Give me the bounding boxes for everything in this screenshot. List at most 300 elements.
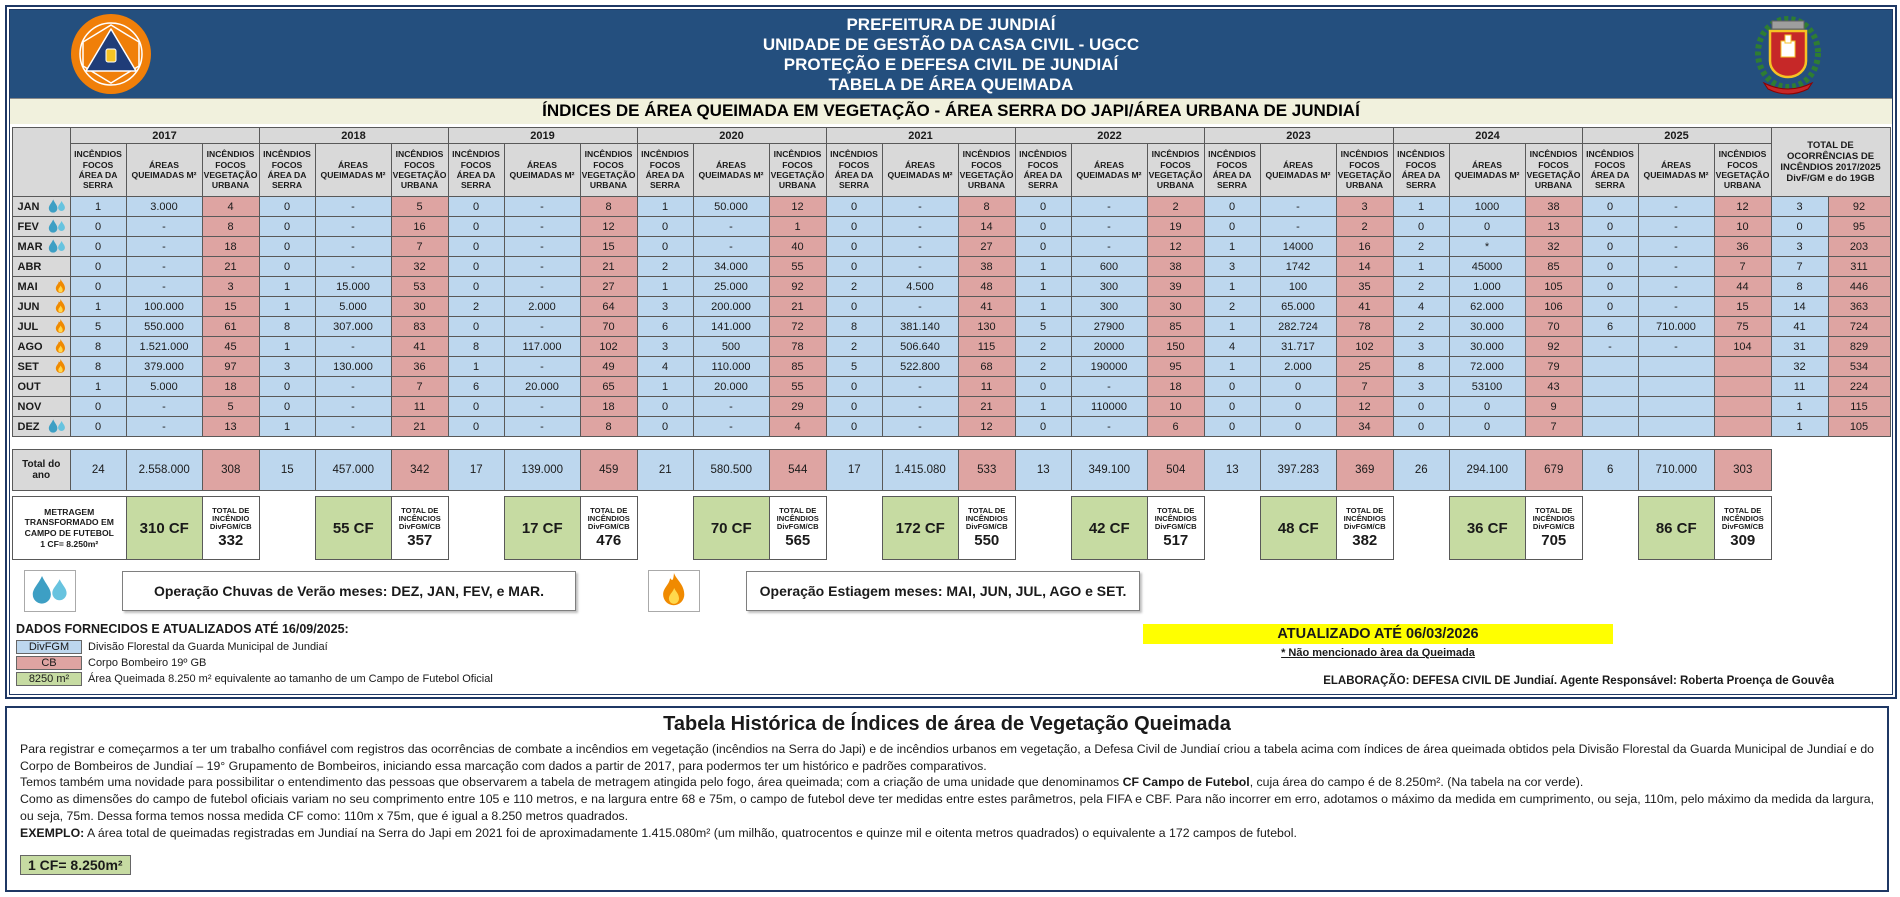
col-header-2022-0: INCÊNDIOS FOCOS ÁREA DA SERRA xyxy=(1015,144,1071,197)
cell-2022-DEZ-urbana: 6 xyxy=(1147,417,1204,437)
cell-2019-FEV-urbana: 12 xyxy=(580,217,637,237)
cell-2023-ABR-urbana: 14 xyxy=(1336,257,1393,277)
month-row-MAR xyxy=(12,237,1890,257)
cell-2019-JUN-urbana: 64 xyxy=(580,297,637,317)
cell-2020-OUT-areas: 20.000 xyxy=(693,377,769,397)
month-row-ABR xyxy=(12,257,1890,277)
cell-2019-DEZ-areas: - xyxy=(504,417,580,437)
cell-2018-JUL-urbana: 83 xyxy=(391,317,448,337)
col-header-2021-2: INCÊNDIOS FOCOS VEGETAÇÃO URBANA xyxy=(958,144,1015,197)
cell-2024-ABR-serra: 1 xyxy=(1393,257,1449,277)
cell-2017-SET-areas: 379.000 xyxy=(126,357,202,377)
month-label-JUL: JUL xyxy=(12,317,70,337)
cell-2020-JAN-areas: 50.000 xyxy=(693,197,769,217)
cell-2019-MAI-urbana: 27 xyxy=(580,277,637,297)
month-label-AGO: AGO xyxy=(12,337,70,357)
divfgm-chip: DivFGM xyxy=(16,640,82,654)
cell-2021-ABR-areas: - xyxy=(882,257,958,277)
cf-value-2017: 310 CF xyxy=(126,497,202,560)
cell-2020-AGO-serra: 3 xyxy=(637,337,693,357)
cell-2021-JUN-urbana: 41 xyxy=(958,297,1015,317)
cell-2025-JUN-areas: - xyxy=(1638,297,1714,317)
cf-value-2025: 86 CF xyxy=(1638,497,1714,560)
area-text: Área Queimada 8.250 m² equivalente ao tamanho de um Campo de Futebol Oficial xyxy=(88,673,493,685)
cell-2018-NOV-urbana: 11 xyxy=(391,397,448,417)
cell-2021-JUN-areas: - xyxy=(882,297,958,317)
cell-2020-JUL-serra: 6 xyxy=(637,317,693,337)
total-serra-NOV: 1 xyxy=(1771,397,1828,417)
operation-rain xyxy=(24,570,576,612)
cell-2023-FEV-areas: - xyxy=(1260,217,1336,237)
cell-2018-FEV-areas: - xyxy=(315,217,391,237)
year-header-row xyxy=(12,128,1890,144)
cell-2021-SET-areas: 522.800 xyxy=(882,357,958,377)
cell-2023-JUL-serra: 1 xyxy=(1204,317,1260,337)
yeartotal-2019-urbana: 459 xyxy=(580,450,637,491)
water-drops-icon xyxy=(47,419,67,434)
water-drops-icon xyxy=(24,570,76,612)
col-header-2023-2: INCÊNDIOS FOCOS VEGETAÇÃO URBANA xyxy=(1336,144,1393,197)
cell-2023-NOV-areas: 0 xyxy=(1260,397,1336,417)
cell-2018-OUT-areas: - xyxy=(315,377,391,397)
cell-2018-JAN-areas: - xyxy=(315,197,391,217)
cell-2018-ABR-areas: - xyxy=(315,257,391,277)
legend-8250 xyxy=(16,672,876,686)
month-row-JUL xyxy=(12,317,1890,337)
cell-2021-MAR-areas: - xyxy=(882,237,958,257)
cell-2025-DEZ-areas xyxy=(1638,417,1714,437)
cell-2023-OUT-serra: 0 xyxy=(1204,377,1260,397)
col-header-2025-2: INCÊNDIOS FOCOS VEGETAÇÃO URBANA xyxy=(1714,144,1771,197)
cell-2021-OUT-serra: 0 xyxy=(826,377,882,397)
legend-divfgm xyxy=(16,640,876,654)
cell-2018-MAR-areas: - xyxy=(315,237,391,257)
cell-2019-JAN-areas: - xyxy=(504,197,580,217)
month-row-FEV xyxy=(12,217,1890,237)
corner-cell xyxy=(12,128,70,197)
cell-2022-SET-serra: 2 xyxy=(1015,357,1071,377)
yeartotal-2017-serra: 24 xyxy=(70,450,126,491)
cell-2017-OUT-areas: 5.000 xyxy=(126,377,202,397)
month-label-NOV: NOV xyxy=(12,397,70,417)
title-line-2: UNIDADE DE GESTÃO DA CASA CIVIL - UGCC xyxy=(762,35,1140,54)
col-header-2021-0: INCÊNDIOS FOCOS ÁREA DA SERRA xyxy=(826,144,882,197)
cell-2022-NOV-urbana: 10 xyxy=(1147,397,1204,417)
title-line-3: PROTEÇÃO E DEFESA CIVIL DE JUNDIAÍ xyxy=(783,55,1119,74)
cf-value-2024: 36 CF xyxy=(1449,497,1525,560)
cell-2025-NOV-serra xyxy=(1582,397,1638,417)
cell-2018-OUT-urbana: 7 xyxy=(391,377,448,397)
cell-2019-ABR-urbana: 21 xyxy=(580,257,637,277)
cell-2018-FEV-urbana: 16 xyxy=(391,217,448,237)
yeartotal-2023-areas: 397.283 xyxy=(1260,450,1336,491)
history-paragraphs xyxy=(20,741,1874,841)
cell-2021-JUN-serra: 0 xyxy=(826,297,882,317)
cell-2017-NOV-areas: - xyxy=(126,397,202,417)
yeartotal-2022-areas: 349.100 xyxy=(1071,450,1147,491)
cell-2024-FEV-areas: 0 xyxy=(1449,217,1525,237)
total-serra-MAR: 3 xyxy=(1771,237,1828,257)
cell-2017-MAI-urbana: 3 xyxy=(202,277,259,297)
cell-2020-JUN-urbana: 21 xyxy=(769,297,826,317)
water-drops-icon xyxy=(47,239,67,254)
cell-2018-DEZ-serra: 1 xyxy=(259,417,315,437)
cell-2024-JUL-serra: 2 xyxy=(1393,317,1449,337)
cf-value-2020: 70 CF xyxy=(693,497,769,560)
cell-2025-OUT-urbana xyxy=(1714,377,1771,397)
cell-2024-MAR-areas: * xyxy=(1449,237,1525,257)
month-label-OUT: OUT xyxy=(12,377,70,397)
cell-2017-DEZ-serra: 0 xyxy=(70,417,126,437)
cell-2022-MAI-serra: 1 xyxy=(1015,277,1071,297)
cell-2025-ABR-urbana: 7 xyxy=(1714,257,1771,277)
month-label-DEZ: DEZ xyxy=(12,417,70,437)
cell-2023-AGO-serra: 4 xyxy=(1204,337,1260,357)
cell-2020-NOV-areas: - xyxy=(693,397,769,417)
total-urbana-OUT: 224 xyxy=(1828,377,1890,397)
cell-2022-MAR-areas: - xyxy=(1071,237,1147,257)
history-section xyxy=(5,706,1889,892)
cell-2019-MAI-areas: - xyxy=(504,277,580,297)
cell-2022-JAN-serra: 0 xyxy=(1015,197,1071,217)
month-row-NOV xyxy=(12,397,1890,417)
cell-2020-ABR-urbana: 55 xyxy=(769,257,826,277)
cell-2024-MAI-areas: 1.000 xyxy=(1449,277,1525,297)
total-serra-AGO: 31 xyxy=(1771,337,1828,357)
cell-2023-OUT-areas: 0 xyxy=(1260,377,1336,397)
cell-2019-MAR-serra: 0 xyxy=(448,237,504,257)
cell-2018-FEV-serra: 0 xyxy=(259,217,315,237)
cell-2018-MAI-urbana: 53 xyxy=(391,277,448,297)
cell-2017-JAN-urbana: 4 xyxy=(202,197,259,217)
cell-2019-DEZ-urbana: 8 xyxy=(580,417,637,437)
cell-2018-ABR-serra: 0 xyxy=(259,257,315,277)
cell-2017-FEV-areas: - xyxy=(126,217,202,237)
cell-2017-DEZ-urbana: 13 xyxy=(202,417,259,437)
cf-total-2023: TOTAL DE INCÊNDIOS DivFGM/CB 382 xyxy=(1336,497,1393,560)
cell-2022-SET-areas: 190000 xyxy=(1071,357,1147,377)
cell-2023-ABR-serra: 3 xyxy=(1204,257,1260,277)
cell-2024-MAR-serra: 2 xyxy=(1393,237,1449,257)
total-urbana-MAR: 203 xyxy=(1828,237,1890,257)
cell-2023-JUL-urbana: 78 xyxy=(1336,317,1393,337)
cell-2020-FEV-urbana: 1 xyxy=(769,217,826,237)
cell-2019-JUN-serra: 2 xyxy=(448,297,504,317)
cell-2022-DEZ-areas: - xyxy=(1071,417,1147,437)
cell-2017-MAR-serra: 0 xyxy=(70,237,126,257)
cf-total-2019: TOTAL DE INCÊNDIOS DivFGM/CB 476 xyxy=(580,497,637,560)
cell-2021-MAI-urbana: 48 xyxy=(958,277,1015,297)
cell-2025-MAI-serra: 0 xyxy=(1582,277,1638,297)
cell-2024-DEZ-areas: 0 xyxy=(1449,417,1525,437)
cb-chip: CB xyxy=(16,656,82,670)
yeartotal-2018-areas: 457.000 xyxy=(315,450,391,491)
year-header-2021: 2021 xyxy=(826,128,1015,144)
col-header-2023-0: INCÊNDIOS FOCOS ÁREA DA SERRA xyxy=(1204,144,1260,197)
month-label-SET: SET xyxy=(12,357,70,377)
yeartotal-2019-areas: 139.000 xyxy=(504,450,580,491)
table-subtitle: ÍNDICES DE ÁREA QUEIMADA EM VEGETAÇÃO - ÁREA SERRA DO JAPI/ÁREA URBANA DE JUNDIAÍ xyxy=(10,98,1892,124)
cell-2017-JUL-areas: 550.000 xyxy=(126,317,202,337)
cell-2022-MAI-areas: 300 xyxy=(1071,277,1147,297)
col-header-2024-1: ÁREAS QUEIMADAS M² xyxy=(1449,144,1525,197)
fire-icon xyxy=(54,319,67,335)
cf-total-2020: TOTAL DE INCÊNDIOS DivFGM/CB 565 xyxy=(769,497,826,560)
cell-2017-AGO-urbana: 45 xyxy=(202,337,259,357)
cell-2024-FEV-urbana: 13 xyxy=(1525,217,1582,237)
cell-2019-SET-serra: 1 xyxy=(448,357,504,377)
total-urbana-DEZ: 105 xyxy=(1828,417,1890,437)
cell-2017-JAN-areas: 3.000 xyxy=(126,197,202,217)
cell-2018-OUT-serra: 0 xyxy=(259,377,315,397)
cell-2024-MAI-serra: 2 xyxy=(1393,277,1449,297)
history-title: Tabela Histórica de Índices de área de Vegetação Queimada xyxy=(663,713,1231,735)
cell-2025-JAN-areas: - xyxy=(1638,197,1714,217)
cell-2023-JUN-urbana: 41 xyxy=(1336,297,1393,317)
total-serra-SET: 32 xyxy=(1771,357,1828,377)
cell-2018-SET-serra: 3 xyxy=(259,357,315,377)
year-header-2024: 2024 xyxy=(1393,128,1582,144)
cell-2021-FEV-areas: - xyxy=(882,217,958,237)
cell-2024-ABR-urbana: 85 xyxy=(1525,257,1582,277)
cell-2021-NOV-areas: - xyxy=(882,397,958,417)
yeartotal-2023-serra: 13 xyxy=(1204,450,1260,491)
total-urbana-JAN: 92 xyxy=(1828,197,1890,217)
cf-total-2021: TOTAL DE INCÊNDIOS DivFGM/CB 550 xyxy=(958,497,1015,560)
cell-2023-DEZ-areas: 0 xyxy=(1260,417,1336,437)
cell-2025-JUL-urbana: 75 xyxy=(1714,317,1771,337)
report-header xyxy=(10,10,1892,98)
cell-2020-SET-areas: 110.000 xyxy=(693,357,769,377)
elaboration-note: ELABORAÇÃO: DEFESA CIVIL DE Jundiaí. Agente Responsável: Roberta Proença de Gouvêa xyxy=(1323,675,1834,687)
cell-2021-MAI-serra: 2 xyxy=(826,277,882,297)
col-header-2023-1: ÁREAS QUEIMADAS M² xyxy=(1260,144,1336,197)
cell-2019-SET-urbana: 49 xyxy=(580,357,637,377)
cell-2019-MAI-serra: 0 xyxy=(448,277,504,297)
yeartotal-2020-urbana: 544 xyxy=(769,450,826,491)
cell-2020-FEV-serra: 0 xyxy=(637,217,693,237)
cell-2017-JUN-areas: 100.000 xyxy=(126,297,202,317)
yeartotal-2025-urbana: 303 xyxy=(1714,450,1771,491)
cell-2018-MAR-urbana: 7 xyxy=(391,237,448,257)
cell-2020-SET-serra: 4 xyxy=(637,357,693,377)
cell-2022-MAR-urbana: 12 xyxy=(1147,237,1204,257)
cell-2025-OUT-areas xyxy=(1638,377,1714,397)
cell-2019-DEZ-serra: 0 xyxy=(448,417,504,437)
total-urbana-NOV: 115 xyxy=(1828,397,1890,417)
cell-2022-JAN-urbana: 2 xyxy=(1147,197,1204,217)
cell-2022-JUL-areas: 27900 xyxy=(1071,317,1147,337)
cell-2021-ABR-serra: 0 xyxy=(826,257,882,277)
total-urbana-FEV: 95 xyxy=(1828,217,1890,237)
total-urbana-JUN: 363 xyxy=(1828,297,1890,317)
cell-2021-AGO-serra: 2 xyxy=(826,337,882,357)
cell-2024-NOV-areas: 0 xyxy=(1449,397,1525,417)
cell-2022-FEV-urbana: 19 xyxy=(1147,217,1204,237)
report-frame xyxy=(5,5,1897,699)
cell-2024-MAR-urbana: 32 xyxy=(1525,237,1582,257)
history-paragraph-3: Como as dimensões do campo de futebol oficiais variam no seu comprimento entre 105 e 110 metros, e na largura entre 68 e 75m, o campo de futebol deve ter medidas entre estes parâmetros, pela FIFA e CBF. Para não incorrer em erro, adotamos o máximo da medida em cumprimento, ou seja, 110m, pelo máximo da medida da largura, ou seja, 75m. Dessa forma temos nossa medida CF como: 110m x 75m, que é igual a 8.250 metros quadrados. xyxy=(20,792,1874,823)
cell-2024-FEV-serra: 0 xyxy=(1393,217,1449,237)
col-header-2017-2: INCÊNDIOS FOCOS VEGETAÇÃO URBANA xyxy=(202,144,259,197)
col-header-2018-1: ÁREAS QUEIMADAS M² xyxy=(315,144,391,197)
month-row-SET xyxy=(12,357,1890,377)
yeartotal-2017-urbana: 308 xyxy=(202,450,259,491)
cell-2017-MAI-serra: 0 xyxy=(70,277,126,297)
cell-2023-JAN-urbana: 3 xyxy=(1336,197,1393,217)
fire-icon xyxy=(54,279,67,295)
cell-2025-OUT-serra xyxy=(1582,377,1638,397)
cell-2024-JUN-serra: 4 xyxy=(1393,297,1449,317)
cell-2024-JUN-areas: 62.000 xyxy=(1449,297,1525,317)
cell-2023-MAR-urbana: 16 xyxy=(1336,237,1393,257)
cell-2022-JUL-urbana: 85 xyxy=(1147,317,1204,337)
cell-2023-AGO-urbana: 102 xyxy=(1336,337,1393,357)
cell-2025-MAR-areas: - xyxy=(1638,237,1714,257)
cell-2022-DEZ-serra: 0 xyxy=(1015,417,1071,437)
total-serra-DEZ: 1 xyxy=(1771,417,1828,437)
cb-text: Corpo Bombeiro 19º GB xyxy=(88,657,207,669)
cell-2023-JUN-areas: 65.000 xyxy=(1260,297,1336,317)
cell-2025-MAR-serra: 0 xyxy=(1582,237,1638,257)
cell-2025-JAN-serra: 0 xyxy=(1582,197,1638,217)
cell-2020-AGO-areas: 500 xyxy=(693,337,769,357)
cell-2017-OUT-serra: 1 xyxy=(70,377,126,397)
cell-2020-JUN-serra: 3 xyxy=(637,297,693,317)
cell-2018-JAN-serra: 0 xyxy=(259,197,315,217)
cell-2021-DEZ-serra: 0 xyxy=(826,417,882,437)
cell-2019-JUL-serra: 0 xyxy=(448,317,504,337)
cell-2018-MAI-serra: 1 xyxy=(259,277,315,297)
cell-2017-NOV-serra: 0 xyxy=(70,397,126,417)
cell-2022-JUN-areas: 300 xyxy=(1071,297,1147,317)
area-chip: 8250 m² xyxy=(16,672,82,686)
col-header-2017-1: ÁREAS QUEIMADAS M² xyxy=(126,144,202,197)
cell-2017-SET-serra: 8 xyxy=(70,357,126,377)
cell-2021-AGO-areas: 506.640 xyxy=(882,337,958,357)
cell-2019-MAR-urbana: 15 xyxy=(580,237,637,257)
col-header-2020-2: INCÊNDIOS FOCOS VEGETAÇÃO URBANA xyxy=(769,144,826,197)
cell-2019-JUN-areas: 2.000 xyxy=(504,297,580,317)
cell-2025-MAR-urbana: 36 xyxy=(1714,237,1771,257)
cell-2022-JUN-serra: 1 xyxy=(1015,297,1071,317)
cell-2017-JUN-serra: 1 xyxy=(70,297,126,317)
cell-2024-MAI-urbana: 105 xyxy=(1525,277,1582,297)
cell-2018-DEZ-urbana: 21 xyxy=(391,417,448,437)
year-header-2023: 2023 xyxy=(1204,128,1393,144)
total-serra-FEV: 0 xyxy=(1771,217,1828,237)
cell-2021-NOV-serra: 0 xyxy=(826,397,882,417)
cf-conversion-table xyxy=(10,496,1892,560)
cf-total-2025: TOTAL DE INCÊNDIOS DivFGM/CB 309 xyxy=(1714,497,1771,560)
cell-2023-ABR-areas: 1742 xyxy=(1260,257,1336,277)
main-grid xyxy=(12,127,1891,437)
cell-2024-JUL-urbana: 70 xyxy=(1525,317,1582,337)
cell-2025-FEV-serra: 0 xyxy=(1582,217,1638,237)
cell-2017-AGO-serra: 8 xyxy=(70,337,126,357)
cf-value-2021: 172 CF xyxy=(882,497,958,560)
cell-2024-DEZ-urbana: 7 xyxy=(1525,417,1582,437)
cf-total-2022: TOTAL DE INCÊNDIOS DivFGM/CB 517 xyxy=(1147,497,1204,560)
star-note: * Não mencionado àrea da Queimada xyxy=(1281,647,1475,659)
cell-2022-OUT-serra: 0 xyxy=(1015,377,1071,397)
cell-2023-JUN-serra: 2 xyxy=(1204,297,1260,317)
yeartotal-2024-urbana: 679 xyxy=(1525,450,1582,491)
yeartotal-2020-areas: 580.500 xyxy=(693,450,769,491)
title-line-1: PREFEITURA DE JUNDIAÍ xyxy=(846,15,1056,34)
water-drops-icon xyxy=(47,219,67,234)
cf-total-2024: TOTAL DE INCÊNDIOS DivFGM/CB 705 xyxy=(1525,497,1582,560)
cell-2025-SET-urbana xyxy=(1714,357,1771,377)
cell-2025-MAI-areas: - xyxy=(1638,277,1714,297)
cell-2025-DEZ-serra xyxy=(1582,417,1638,437)
cell-2024-AGO-areas: 30.000 xyxy=(1449,337,1525,357)
cell-2025-JUN-serra: 0 xyxy=(1582,297,1638,317)
data-updated-title: DADOS FORNECIDOS E ATUALIZADOS ATÉ 16/09/2025: xyxy=(16,622,349,636)
month-label-JUN: JUN xyxy=(12,297,70,317)
cell-2017-OUT-urbana: 18 xyxy=(202,377,259,397)
cell-2019-FEV-areas: - xyxy=(504,217,580,237)
cell-2025-DEZ-urbana xyxy=(1714,417,1771,437)
cell-2023-SET-serra: 1 xyxy=(1204,357,1260,377)
cell-2018-JUN-serra: 1 xyxy=(259,297,315,317)
cf-row-label: METRAGEM TRANSFORMADO EM CAMPO DE FUTEBOL 1 CF= 8.250m² xyxy=(12,497,126,560)
cell-2019-NOV-urbana: 18 xyxy=(580,397,637,417)
cell-2017-MAR-areas: - xyxy=(126,237,202,257)
col-header-2024-2: INCÊNDIOS FOCOS VEGETAÇÃO URBANA xyxy=(1525,144,1582,197)
col-header-2020-1: ÁREAS QUEIMADAS M² xyxy=(693,144,769,197)
total-column-header: TOTAL DE OCORRÊNCIAS DE INCÊNDIOS 2017/2025 DivF/GM e do 19GB xyxy=(1771,128,1890,197)
cell-2021-JUL-serra: 8 xyxy=(826,317,882,337)
month-label-MAR: MAR xyxy=(12,237,70,257)
cell-2018-NOV-serra: 0 xyxy=(259,397,315,417)
cell-2018-SET-areas: 130.000 xyxy=(315,357,391,377)
cell-2025-AGO-serra: - xyxy=(1582,337,1638,357)
total-serra-JAN: 3 xyxy=(1771,197,1828,217)
operation-drought-label: Operação Estiagem meses: MAI, JUN, JUL, AGO e SET. xyxy=(746,571,1140,611)
cell-2017-AGO-areas: 1.521.000 xyxy=(126,337,202,357)
yeartotal-2018-serra: 15 xyxy=(259,450,315,491)
cell-2023-DEZ-urbana: 34 xyxy=(1336,417,1393,437)
cell-2022-FEV-areas: - xyxy=(1071,217,1147,237)
total-serra-JUN: 14 xyxy=(1771,297,1828,317)
cell-2019-JAN-urbana: 8 xyxy=(580,197,637,217)
cell-2021-OUT-areas: - xyxy=(882,377,958,397)
cell-2025-AGO-urbana: 104 xyxy=(1714,337,1771,357)
total-urbana-AGO: 829 xyxy=(1828,337,1890,357)
cell-2018-AGO-serra: 1 xyxy=(259,337,315,357)
cell-2024-JUL-areas: 30.000 xyxy=(1449,317,1525,337)
cell-2025-ABR-serra: 0 xyxy=(1582,257,1638,277)
col-header-2022-2: INCÊNDIOS FOCOS VEGETAÇÃO URBANA xyxy=(1147,144,1204,197)
cell-2020-JAN-serra: 1 xyxy=(637,197,693,217)
month-row-DEZ xyxy=(12,417,1890,437)
cell-2020-MAR-areas: - xyxy=(693,237,769,257)
cell-2024-AGO-urbana: 92 xyxy=(1525,337,1582,357)
col-header-2018-2: INCÊNDIOS FOCOS VEGETAÇÃO URBANA xyxy=(391,144,448,197)
cell-2024-ABR-areas: 45000 xyxy=(1449,257,1525,277)
cell-2022-MAR-serra: 0 xyxy=(1015,237,1071,257)
col-header-2018-0: INCÊNDIOS FOCOS ÁREA DA SERRA xyxy=(259,144,315,197)
cell-2024-JAN-urbana: 38 xyxy=(1525,197,1582,217)
cell-2018-JUL-serra: 8 xyxy=(259,317,315,337)
yeartotal-2024-areas: 294.100 xyxy=(1449,450,1525,491)
cell-2019-NOV-serra: 0 xyxy=(448,397,504,417)
cell-2020-MAR-urbana: 40 xyxy=(769,237,826,257)
cell-2022-OUT-areas: - xyxy=(1071,377,1147,397)
cell-2021-JAN-areas: - xyxy=(882,197,958,217)
cell-2018-AGO-urbana: 41 xyxy=(391,337,448,357)
